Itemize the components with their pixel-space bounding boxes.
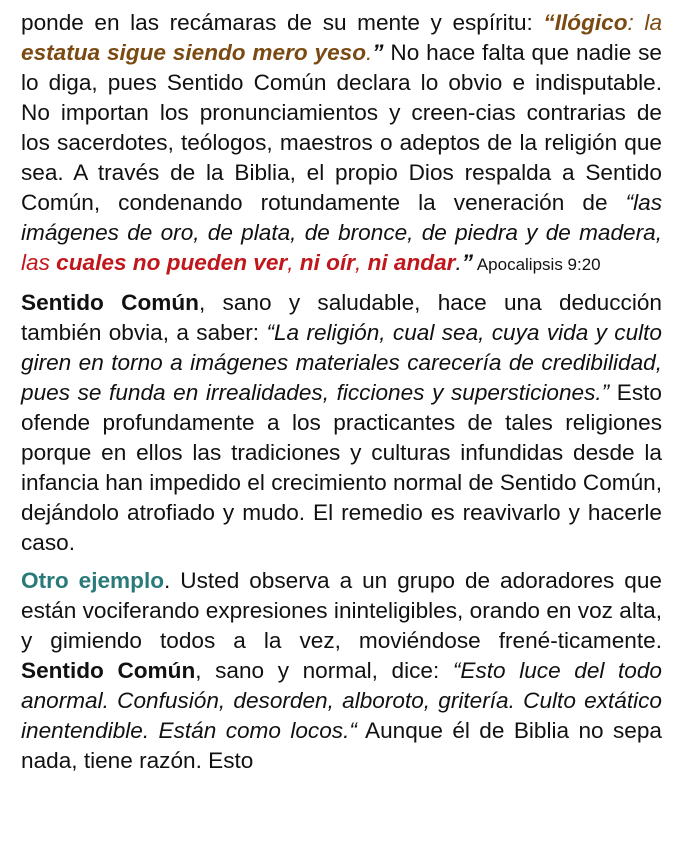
p1-bible-las: las — [21, 250, 57, 275]
p3-sentido-comun: Sentido Común — [21, 658, 196, 683]
paragraph-1 — [21, 8, 662, 280]
p3-quote: “Esto luce del todo anormal. Confusión, desorden, alboroto, gritería. Culto extático inentendible. Están como locos.“ — [21, 658, 662, 743]
p3-text-3: Aunque él de Biblia no sepa nada, tiene razón. Esto — [21, 718, 662, 773]
p3-text-2: , sano y normal, dice: — [195, 658, 453, 683]
p1-bible-ni-oir: ni oír — [299, 250, 356, 275]
p1-bible-ni-andar: ni andar — [367, 250, 456, 275]
p1-bible-quote: “las imágenes de oro, de plata, de bronce, de piedra y de madera, — [21, 190, 662, 245]
p1-bible-reference: Apocalipsis 9:20 — [473, 255, 601, 274]
p1-bible-comma-1: , — [287, 250, 300, 275]
p2-quote: “La religión, cual sea, cuya vida y culto giren en torno a imágenes materiales carecería de credibilidad, pues se funda en irrealidades, ficciones y supersticiones.” — [21, 320, 662, 405]
p2-text-1: , sano y saludable, hace una deducción también obvia, a saber: — [21, 290, 662, 345]
p3-text-1: . Usted observa a un grupo de adoradores que están vociferando expresiones ininteligibles, orando en voz alta, y gimiendo todos a la vez, moviéndose frené-ticamente. — [21, 568, 662, 653]
p1-text-2: No hace falta que nadie se lo diga, pues Sentido Común declara lo obvio e indisputable. No importan los pronunciamientos y creen-cias contrarias de los sacerdotes, teólogos, maestros o adeptos de la religión que sea. A través de la Biblia, el propio Dios respalda a Sentido Común, condenando rotundamente la veneración de — [21, 40, 662, 215]
p1-quote-colon: : — [627, 10, 645, 35]
p1-quote-estatua: estatua sigue siendo mero yeso — [21, 40, 367, 65]
p2-sentido-comun: Sentido Común — [21, 290, 199, 315]
p1-quote-la: la — [644, 10, 663, 35]
p2-text-2: Esto ofende profundamente a los practicantes de tales religiones porque en ellos las tradiciones y culturas infundidas desde la infancia han impedido el crecimiento normal de Sentido Común, dejándolo atrofiado y mudo. El remedio es reavivarlo y hacerle caso. — [21, 380, 662, 555]
p1-quote-ilogico: “Ilógico — [543, 10, 628, 35]
p1-text-1: ponde en las recámaras de su mente y espíritu: — [21, 10, 544, 35]
p1-quote-close: ” — [372, 40, 384, 65]
p1-bible-comma-2: , — [355, 250, 368, 275]
p1-bible-close: ” — [461, 250, 474, 275]
p1-bible-no-ver: cuales no pueden ver — [56, 250, 288, 275]
p1-quote-period: . — [366, 40, 373, 65]
paragraph-2 — [21, 288, 662, 558]
p3-heading-otro-ejemplo: Otro ejemplo — [21, 568, 165, 593]
p1-bible-period: . — [455, 250, 462, 275]
paragraph-3 — [21, 566, 662, 776]
